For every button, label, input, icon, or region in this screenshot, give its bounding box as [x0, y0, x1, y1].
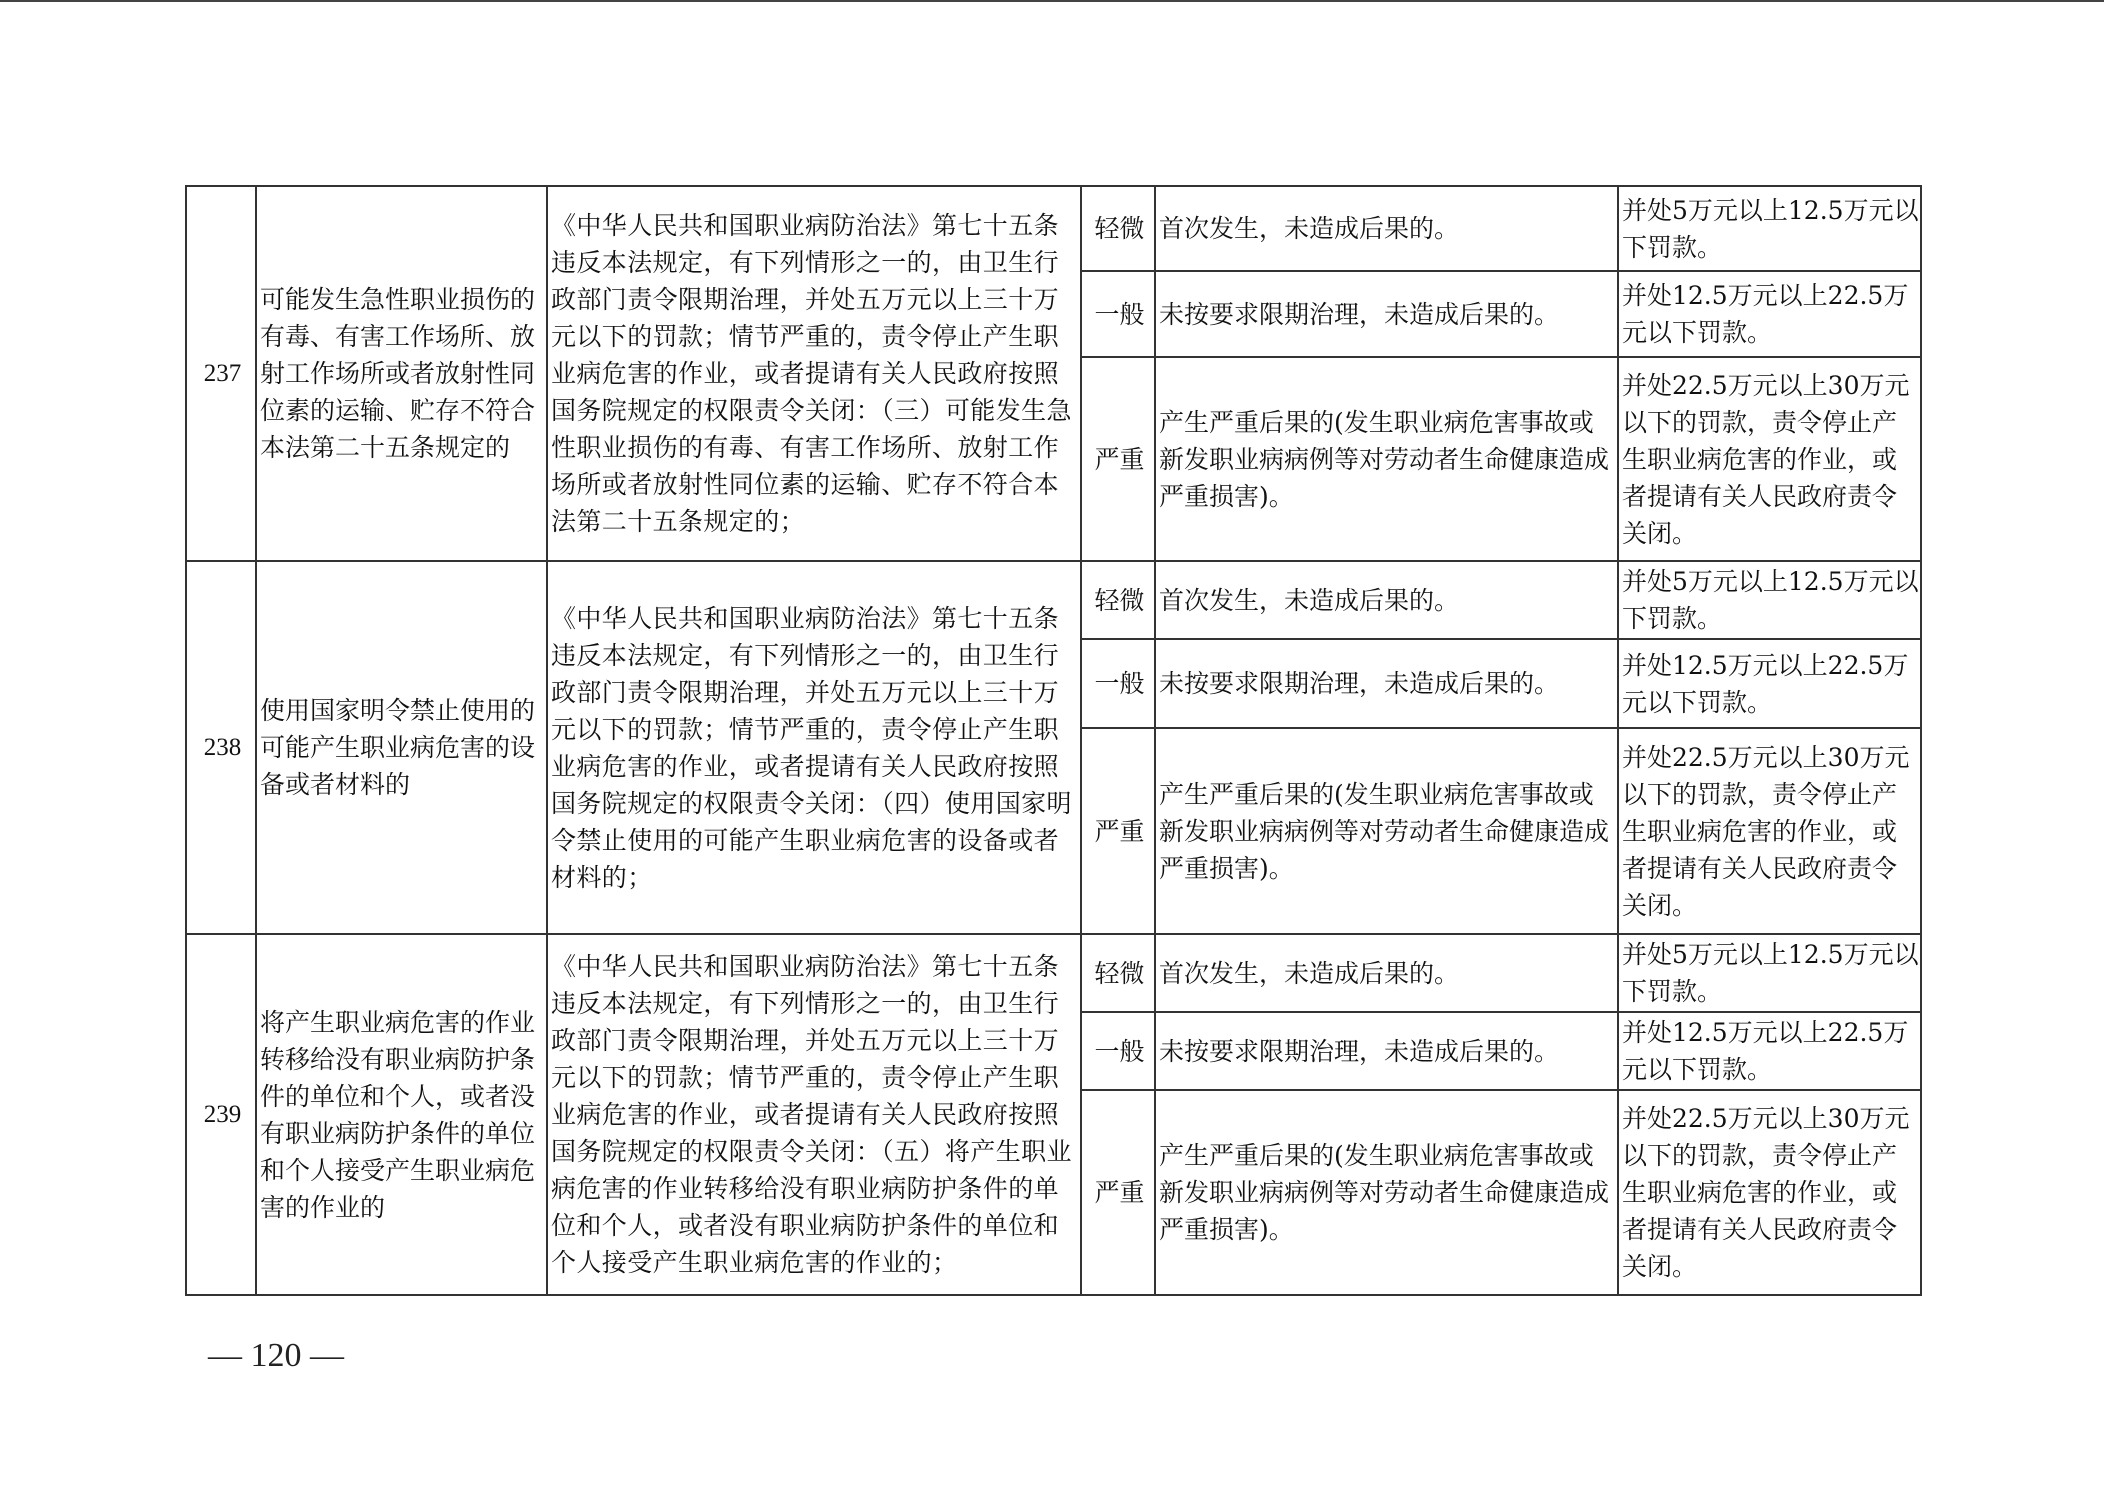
table-row	[186, 186, 1921, 271]
circumstance: 首次发生，未造成后果的。	[1155, 186, 1618, 271]
penalty-standard: 并处5万元以上12.5万元以下罚款。	[1618, 561, 1921, 639]
legal-basis: 《中华人民共和国职业病防治法》第七十五条违反本法规定，有下列情形之一的，由卫生行政部门责令限期治理，并处五万元以上三十万元以下的罚款；情节严重的，责令停止产生职业病危害的作业，或者提请有关人民政府按照国务院规定的权限责令关闭：（五）将产生职业病危害的作业转移给没有职业病防护条件的单位和个人，或者没有职业病防护条件的单位和个人接受产生职业病危害的作业的；	[547, 934, 1081, 1295]
severity-level: 轻微	[1081, 934, 1155, 1012]
penalty-standard: 并处22.5万元以上30万元以下的罚款，责令停止产生职业病危害的作业，或者提请有关人民政府责令关闭。	[1618, 357, 1921, 561]
circumstance: 产生严重后果的(发生职业病危害事故或新发职业病病例等对劳动者生命健康造成严重损害)。	[1155, 728, 1618, 934]
penalty-discretion-table	[185, 185, 1922, 1296]
page-number: — 120 —	[208, 1337, 344, 1374]
severity-level: 一般	[1081, 271, 1155, 357]
circumstance: 首次发生，未造成后果的。	[1155, 934, 1618, 1012]
circumstance: 首次发生，未造成后果的。	[1155, 561, 1618, 639]
violation-description: 使用国家明令禁止使用的可能产生职业病危害的设备或者材料的	[256, 561, 547, 934]
penalty-standard: 并处22.5万元以上30万元以下的罚款，责令停止产生职业病危害的作业，或者提请有关人民政府责令关闭。	[1618, 1090, 1921, 1295]
severity-level: 一般	[1081, 1012, 1155, 1090]
penalty-standard: 并处12.5万元以上22.5万元以下罚款。	[1618, 1012, 1921, 1090]
violation-description: 可能发生急性职业损伤的有毒、有害工作场所、放射工作场所或者放射性同位素的运输、贮存不符合本法第二十五条规定的	[256, 186, 547, 561]
circumstance: 未按要求限期治理，未造成后果的。	[1155, 639, 1618, 728]
penalty-standard: 并处12.5万元以上22.5万元以下罚款。	[1618, 639, 1921, 728]
item-number: 238	[186, 561, 256, 934]
top-border-line	[0, 0, 2104, 2]
table-row	[186, 934, 1921, 1012]
severity-level: 严重	[1081, 357, 1155, 561]
penalty-standard: 并处12.5万元以上22.5万元以下罚款。	[1618, 271, 1921, 357]
severity-level: 严重	[1081, 728, 1155, 934]
severity-level: 轻微	[1081, 186, 1155, 271]
legal-basis: 《中华人民共和国职业病防治法》第七十五条违反本法规定，有下列情形之一的，由卫生行政部门责令限期治理，并处五万元以上三十万元以下的罚款；情节严重的，责令停止产生职业病危害的作业，或者提请有关人民政府按照国务院规定的权限责令关闭：（四）使用国家明令禁止使用的可能产生职业病危害的设备或者材料的；	[547, 561, 1081, 934]
circumstance: 未按要求限期治理，未造成后果的。	[1155, 271, 1618, 357]
table-row	[186, 561, 1921, 639]
violation-description: 将产生职业病危害的作业转移给没有职业病防护条件的单位和个人，或者没有职业病防护条件的单位和个人接受产生职业病危害的作业的	[256, 934, 547, 1295]
item-number: 237	[186, 186, 256, 561]
penalty-standard: 并处22.5万元以上30万元以下的罚款，责令停止产生职业病危害的作业，或者提请有关人民政府责令关闭。	[1618, 728, 1921, 934]
severity-level: 严重	[1081, 1090, 1155, 1295]
item-number: 239	[186, 934, 256, 1295]
legal-basis: 《中华人民共和国职业病防治法》第七十五条违反本法规定，有下列情形之一的，由卫生行政部门责令限期治理，并处五万元以上三十万元以下的罚款；情节严重的，责令停止产生职业病危害的作业，或者提请有关人民政府按照国务院规定的权限责令关闭：（三）可能发生急性职业损伤的有毒、有害工作场所、放射工作场所或者放射性同位素的运输、贮存不符合本法第二十五条规定的；	[547, 186, 1081, 561]
penalty-standard: 并处5万元以上12.5万元以下罚款。	[1618, 186, 1921, 271]
circumstance: 产生严重后果的(发生职业病危害事故或新发职业病病例等对劳动者生命健康造成严重损害)。	[1155, 357, 1618, 561]
severity-level: 一般	[1081, 639, 1155, 728]
severity-level: 轻微	[1081, 561, 1155, 639]
circumstance: 产生严重后果的(发生职业病危害事故或新发职业病病例等对劳动者生命健康造成严重损害)。	[1155, 1090, 1618, 1295]
circumstance: 未按要求限期治理，未造成后果的。	[1155, 1012, 1618, 1090]
penalty-standard: 并处5万元以上12.5万元以下罚款。	[1618, 934, 1921, 1012]
